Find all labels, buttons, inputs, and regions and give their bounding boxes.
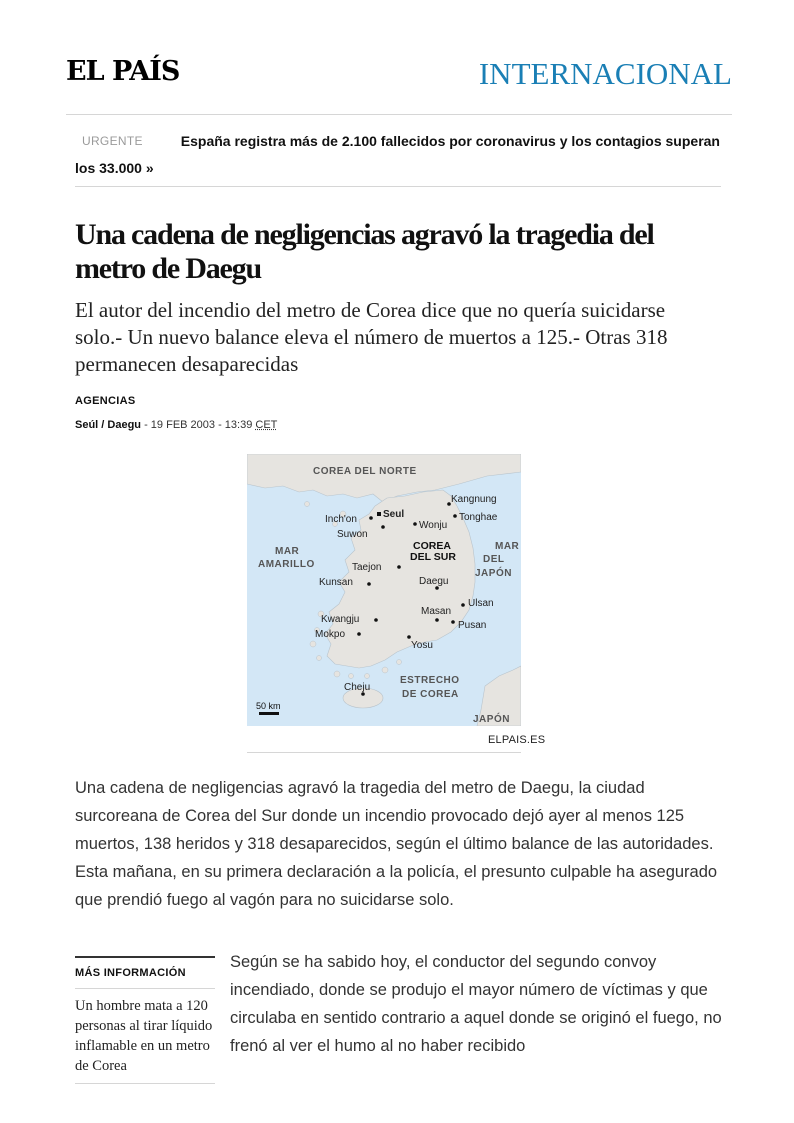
city-seul: Seul	[383, 509, 405, 520]
city-kunsan: Kunsan	[319, 577, 353, 588]
article-dateline	[75, 419, 277, 431]
label-strait-1: ESTRECHO	[400, 675, 460, 686]
city-tonghae: Tonghae	[459, 512, 498, 523]
related-article-link[interactable]: Un hombre mata a 120 personas al tirar líquido inflamable en un metro de Corea	[75, 998, 213, 1074]
article-subheadline: El autor del incendio del metro de Corea dice que no quería suicidarse solo.- Un nuevo balance eleva el número de muertos a 125.- Otras 318 permanecen desaparecidas	[75, 298, 668, 376]
urgent-divider	[75, 186, 721, 187]
label-japan-sea-3: JAPÓN	[475, 568, 512, 579]
label-south-korea-1: COREA	[413, 540, 451, 552]
timezone-abbr: CET	[255, 419, 278, 431]
urgent-tag: URGENTE	[82, 134, 143, 148]
more-info-top-rule	[75, 956, 215, 958]
korea-map	[247, 454, 521, 726]
article-byline[interactable]: AGENCIAS	[75, 395, 136, 407]
article-date: - 19 FEB 2003 - 13:39	[141, 419, 256, 431]
figure-credit: ELPAIS.ES	[488, 734, 546, 746]
scale-label: 50 km	[256, 701, 281, 711]
city-kwangju: Kwangju	[321, 614, 360, 625]
section-title[interactable]: INTERNACIONAL	[478, 56, 732, 91]
urgent-banner[interactable]	[75, 128, 721, 182]
label-north-korea: COREA DEL NORTE	[313, 466, 417, 477]
header-divider	[66, 114, 732, 115]
city-mokpo: Mokpo	[315, 629, 346, 640]
city-taejon: Taejon	[352, 562, 382, 573]
article-headline: Una cadena de negligencias agravó la tragedia del metro de Daegu	[75, 218, 654, 285]
more-info-box	[75, 956, 215, 1084]
city-inchon: Inch'on	[325, 514, 357, 525]
article-paragraph-1: Una cadena de negligencias agravó la tragedia del metro de Daegu, la ciudad surcoreana de Corea del Sur donde un incendio provocado dejó ayer al menos 125 muertos, 138 heridos y 318 desaparecidos, según el último balance de las autoridades. Esta mañana, en su primera declaración a la policía, el presunto culpable ha asegurado que prendió fuego al vagón para no suicidarse solo.	[75, 779, 718, 909]
city-masan: Masan	[421, 606, 452, 617]
city-daegu: Daegu	[419, 576, 449, 587]
city-yosu: Yosu	[411, 640, 433, 651]
article-paragraph-2: Según se ha sabido hoy, el conductor del segundo convoy incendiado, donde se produjo el mayor número de víctimas y que circulaba en sentido contrario a aquel donde se originó el fuego, no frenó al ver el humo al no haber recibido	[230, 953, 722, 1055]
more-info-label: MÁS INFORMACIÓN	[75, 967, 186, 979]
city-pusan: Pusan	[458, 620, 487, 631]
label-south-korea-2: DEL SUR	[410, 551, 456, 563]
masthead	[66, 56, 732, 90]
label-japan: JAPÓN	[473, 714, 510, 725]
urgent-headline-link[interactable]: España registra más de 2.100 fallecidos por coronavirus y los contagios superan los 33.000 »	[75, 133, 720, 176]
label-yellow-sea-2: AMARILLO	[258, 559, 315, 570]
city-wonju: Wonju	[419, 520, 448, 531]
label-yellow-sea-1: MAR	[275, 546, 300, 557]
city-ulsan: Ulsan	[468, 598, 494, 609]
city-kangnung: Kangnung	[451, 494, 497, 505]
city-suwon: Suwon	[337, 529, 368, 540]
more-info-bottom-rule	[75, 1083, 215, 1084]
label-japan-sea-1: MAR	[495, 541, 520, 552]
scale-bar	[259, 712, 279, 715]
more-info-divider	[75, 988, 215, 989]
el-pais-logo[interactable]: EL PAÍS	[66, 56, 180, 87]
label-strait-2: DE COREA	[402, 689, 459, 700]
figure-divider	[247, 752, 521, 753]
label-japan-sea-2: DEL	[483, 554, 505, 565]
article-location: Seúl / Daegu	[75, 419, 142, 431]
city-cheju: Cheju	[344, 682, 371, 693]
